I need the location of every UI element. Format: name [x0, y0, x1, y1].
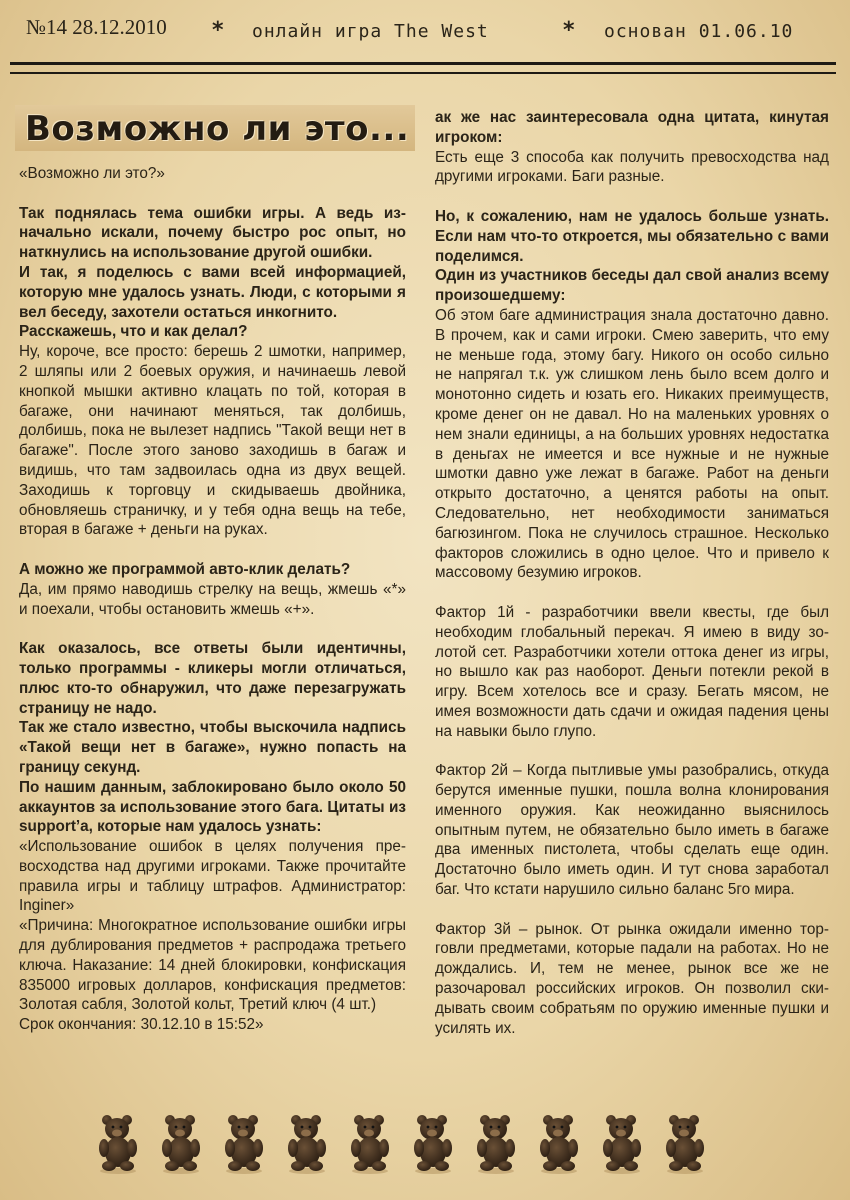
- paragraph-bold: Как оказалось, все ответы были идентичны, только программы - кликеры могли отличаться, плюс кто-то обнаружил, что даже перезагружать страницу не надо.: [19, 640, 406, 717]
- paragraph: Есть еще 3 способа как получить превосходства над другими игроками. Баги разные.: [435, 148, 829, 186]
- teddy-bear-icon: [600, 1112, 644, 1174]
- paragraph-gap: [19, 619, 406, 639]
- masthead-founded-date: основан 01.06.10: [604, 21, 794, 42]
- masthead-game-name: онлайн игра The West: [252, 21, 489, 42]
- paragraph: «Возможно ли это?»: [19, 165, 165, 182]
- paragraph-gap: [19, 540, 406, 560]
- paragraph-bold: Так поднялась тема ошибки игры. А ведь изначально искали, почему быстро рос опыт, но наткнулись на использование другой ошибки.: [19, 204, 406, 262]
- teddy-bear-icon: [537, 1112, 581, 1174]
- paragraph-bold: А можно же программой авто-клик делать?: [19, 560, 351, 578]
- paragraph: Ну, короче, все просто: берешь 2 шмотки, например, 2 шляпы или 2 боевых оружия, и начинаешь левой кнопкой мышки активно клацать по той, которая в багаже, они начинают меняться, так долбишь, долбишь, пока не вылезет надпись "Такой вещи нет в багаже". После этого заново заходишь в багаж и видишь, что там задвоилась одна из двух вещей. Заходишь к торговцу и скидываешь двойника, обновляешь страничку, и у тебя одна вещь на тебе, вторая в багаже + деньги на руках.: [19, 343, 406, 539]
- masthead-star-1: *: [212, 18, 224, 43]
- footer-bear-row: [96, 1112, 716, 1182]
- paragraph-gap: [435, 583, 829, 603]
- paragraph-gap: [19, 184, 406, 204]
- paragraph-gap: [435, 900, 829, 920]
- paragraph: Об этом баге администрация знала достаточно давно. В прочем, как и сами игроки. Смею заверить, что ему не меньше года, этому багу. Никого он особо сильно не напрягал т.к. уж слишком лень было всем долго и монотонно сидеть и юзать его. Никаких преимуществ, кроме денег он не давал. Но на маленьких уровнях о нем знали единицы, а на больших уровнях недостатка в деньгах не имеется и все нужные и не нужные шмотки давно уже лежат в багаже. Работ на деньги открыто достаточно, а ценятся работы на опыт. Следовательно, нет необходимости заниматься багюзингом. Пока не случилось страшное. Несколько факторов сложились в одно целое. Что и привело к массовому безумию игроков.: [435, 306, 829, 582]
- masthead-rule-top: [10, 62, 836, 65]
- article-column-right: [435, 108, 829, 1038]
- paragraph-bold: По нашим данным, заблокировано было около 50 аккаунтов за использование этого бага. Цитаты из support’a, которые нам удалось узнать:: [19, 778, 406, 836]
- teddy-bear-icon: [222, 1112, 266, 1174]
- teddy-bear-icon: [411, 1112, 455, 1174]
- paragraph: «Причина: Многократное использование ошибки игры для дублирования предметов + распродажа третьего ключа. Наказание: 14 дней блокировки, конфискация 835000 игровых долларов, конфискация предметов: Золотая сабля, Золотой кольт, Третий ключ (4 шт.): [19, 917, 406, 1014]
- paragraph: Фактор 3й – рынок. От рынка ожидали именно торговли предметами, которые падали на работах. Но не дождались. И, тем не менее, рынок все же не разочаровал российских игроков. Он позволил скидывать своим собратьям по оружию именные пушки и усилять их.: [435, 920, 829, 1037]
- paragraph-gap: [435, 742, 829, 762]
- teddy-bear-icon: [159, 1112, 203, 1174]
- paragraph: «Использование ошибок в целях получения превосходства над другими игроками. Также прочитайте правила игры и таблицу штрафов. Администратор: Inginer»: [19, 838, 406, 915]
- paragraph: Фактор 1й - разработчики ввели квесты, где был необходим глобальный перекач. Я имею в виду золотой сет. Разработчики хотели оттока денег из игры, но вышло как раз наоборот. Деньги потекли рекой в игру. Всем хотелось все и сразу. Бегать мясом, не имея возможности дать сдачи и ожидая падения цены на навыки было глупо.: [435, 603, 829, 740]
- paragraph: Да, им прямо наводишь стрелку на вещь, жмешь «*» и поехали, чтобы остановить жмешь «+».: [19, 580, 406, 618]
- paragraph-bold: Расскажешь, что и как делал?: [19, 323, 248, 341]
- masthead-star-2: *: [563, 18, 575, 43]
- teddy-bear-icon: [285, 1112, 329, 1174]
- article-title-banner: [15, 105, 415, 151]
- article-column-left: [19, 164, 406, 1035]
- issue-number-date: №14 28.12.2010: [26, 15, 167, 39]
- teddy-bear-icon: [663, 1112, 707, 1174]
- paragraph-bold: Один из участников беседы дал свой анализ всему произошедшему:: [435, 267, 829, 305]
- paragraph: Срок окончания: 30.12.10 в 15:52»: [19, 1016, 264, 1034]
- paragraph-bold: Так же стало известно, чтобы выскочила надпись «Такой вещи нет в багаже», нужно попасть на границу секунд.: [19, 719, 406, 776]
- paragraph-bold: Но, к сожалению, нам не удалось больше узнать. Если нам что-то откроется, мы обязательно с вами поделимся.: [435, 207, 829, 265]
- paragraph-bold: ак же нас заинтересовала одна цитата, кинутая игроком:: [435, 109, 829, 146]
- article-title: Возможно ли это...: [25, 109, 410, 149]
- masthead-rule-bottom: [10, 72, 836, 74]
- masthead: [0, 0, 850, 50]
- teddy-bear-icon: [96, 1112, 140, 1174]
- paragraph: Фактор 2й – Когда пытливые умы разобрались, откуда берутся именные пушки, пошла волна клонирования именного оружия. Как неожиданно выяснилось опытным путем, не обязательно было иметь в багаже два именных пистолета, чтобы сделать еще один. Достаточно было иметь один. И тут снова заработал баг. Что кстати нарушило сильно баланс 5го мира.: [435, 762, 829, 899]
- paragraph-gap: [435, 187, 829, 207]
- paragraph-bold: И так, я поделюсь с вами всей информацией, которую мне удалось узнать. Люди, с которыми я вел беседу, захотели остаться инкогнито.: [19, 263, 406, 321]
- teddy-bear-icon: [474, 1112, 518, 1174]
- teddy-bear-icon: [348, 1112, 392, 1174]
